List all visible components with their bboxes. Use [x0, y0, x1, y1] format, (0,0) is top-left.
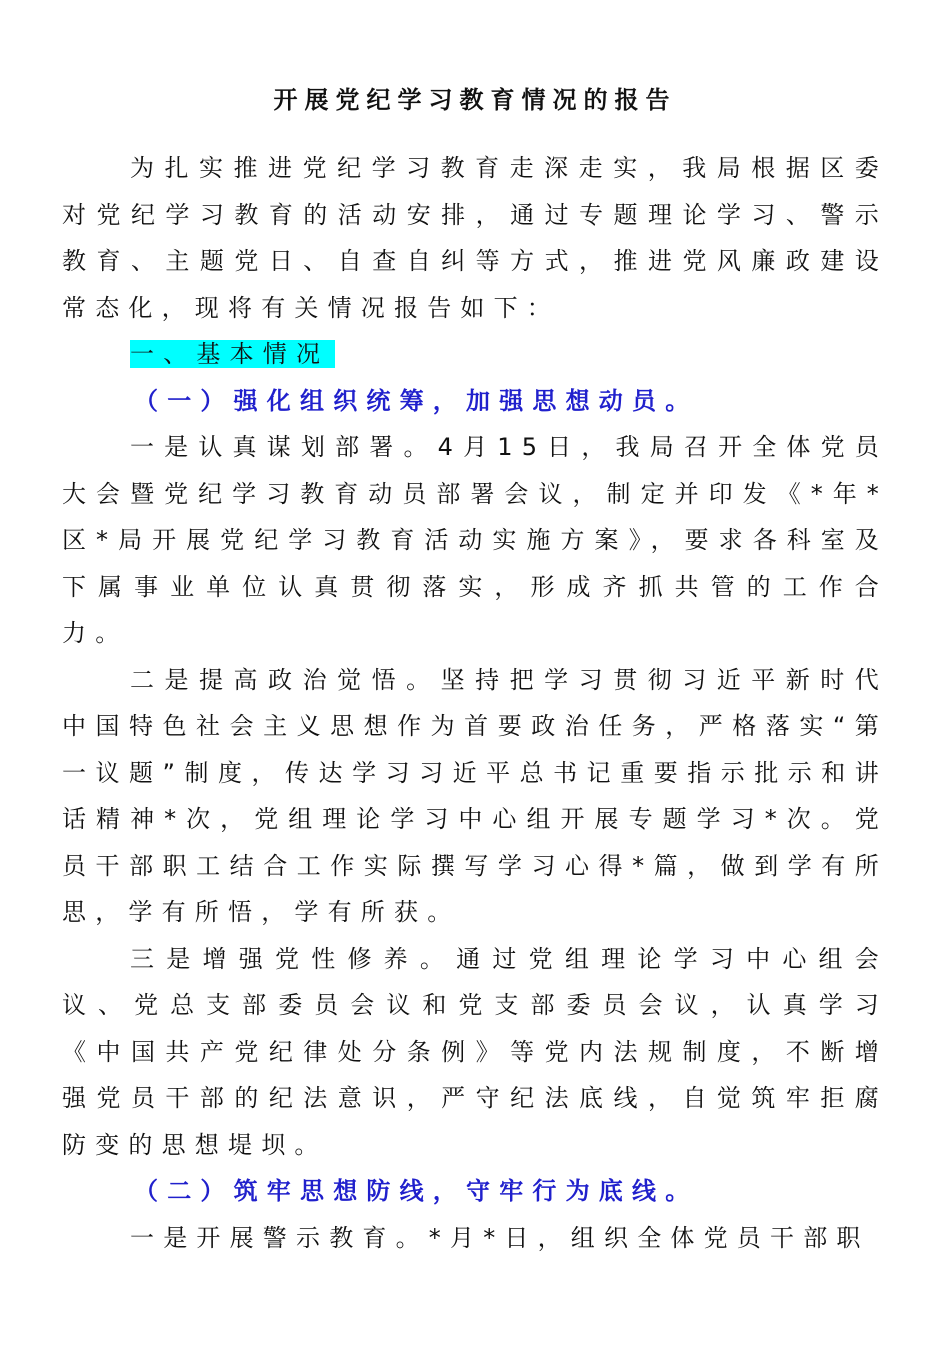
paragraph-planning-deployment: 一是认真谋划部署。4月15日，我局召开全体党员大会暨党纪学习教育动员部署会议，制定并印发《*年*区*局开展党纪学习教育活动实施方案》，要求各科室及下属事业单位认真贯彻落实，形成齐抓共管的工作合力。	[62, 433, 888, 647]
paragraph-warning-education: 一是开展警示教育。*月*日，组织全体党员干部职	[130, 1223, 870, 1252]
paragraph-political-awareness: 二是提高政治觉悟。坚持把学习贯彻习近平新时代中国特色社会主义思想作为首要政治任务，严格落实“第一议题”制度，传达学习习近平总书记重要指示批示和讲话精神*次，党组理论学习中心组开展专题学习*次。党员干部职工结合工作实际撰写学习心得*篇，做到学有所思，学有所悟，学有所获。	[62, 665, 888, 926]
section-heading-basic-situation	[62, 331, 888, 378]
subsection-heading-1: （一）强化组织统筹，加强思想动员。	[134, 386, 699, 415]
document-title: 开展党纪学习教育情况的报告	[273, 86, 677, 114]
highlighted-heading-text: 一、基本情况	[130, 340, 335, 368]
intro-paragraph: 为扎实推进党纪学习教育走深走实，我局根据区委对党纪学习教育的活动安排，通过专题理论学习、警示教育、主题党日、自查自纠等方式，推进党风廉政建设常态化，现将有关情况报告如下：	[62, 154, 888, 322]
subsection-heading-2: （二）筑牢思想防线，守牢行为底线。	[134, 1177, 699, 1205]
document-body	[62, 145, 888, 1261]
paragraph-party-spirit: 三是增强党性修养。通过党组理论学习中心组会议、党总支部委员会议和党支部委员会议，认真学习《中国共产党纪律处分条例》等党内法规制度，不断增强党员干部的纪法意识，严守纪法底线，自觉筑牢拒腐防变的思想堤坝。	[62, 944, 888, 1159]
